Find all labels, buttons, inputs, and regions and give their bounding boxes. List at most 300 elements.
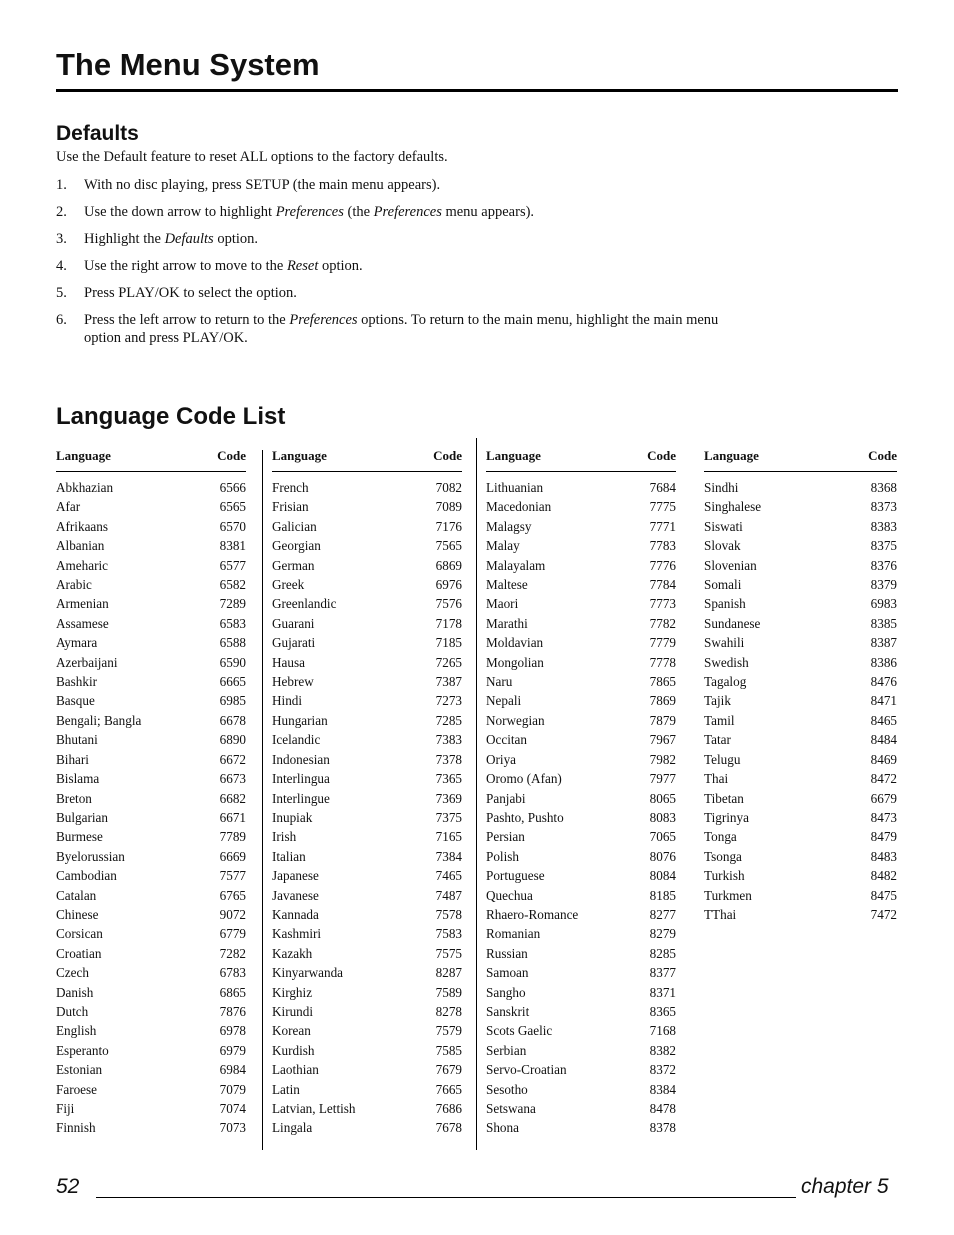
- language-row: [486, 1043, 676, 1062]
- column-header: [56, 448, 246, 465]
- language-name: Romanian: [486, 926, 541, 942]
- language-row: [272, 985, 462, 1004]
- language-row: [56, 655, 246, 674]
- language-code: 9072: [219, 906, 246, 922]
- language-code: 6976: [435, 577, 462, 593]
- language-name: Tonga: [704, 829, 737, 845]
- language-row: [704, 752, 897, 771]
- language-code: 7079: [219, 1081, 246, 1097]
- language-row: [486, 519, 676, 538]
- language-name: Georgian: [272, 538, 321, 554]
- language-name: Marathi: [486, 615, 528, 631]
- step-text: option.: [213, 231, 259, 247]
- language-code: 7782: [649, 615, 676, 631]
- language-row: [486, 791, 676, 810]
- language-code: 7585: [435, 1042, 462, 1058]
- language-code: 8076: [649, 848, 676, 864]
- language-name: Hindi: [272, 693, 303, 709]
- language-code: 7074: [219, 1101, 246, 1116]
- language-row: [272, 538, 462, 557]
- language-name: Samoan: [486, 965, 529, 981]
- defaults-intro: Use the Default feature to reset ALL options to the factory defaults.: [56, 149, 448, 165]
- step-text: With no disc playing, press SETUP (the main menu appears).: [84, 177, 441, 193]
- language-row: [56, 596, 246, 615]
- language-code: 6983: [870, 596, 897, 612]
- language-code: 6679: [870, 790, 897, 806]
- language-row: [56, 946, 246, 965]
- language-row: [56, 635, 246, 654]
- language-name: Sanskrit: [486, 1003, 530, 1019]
- language-code: 7678: [435, 1120, 462, 1136]
- language-row: [272, 829, 462, 848]
- language-row: [272, 693, 462, 712]
- language-code: 6570: [219, 518, 246, 534]
- language-name: Malayalam: [486, 557, 546, 573]
- defaults-step: [56, 176, 756, 194]
- language-row: [704, 480, 897, 499]
- language-code: 6978: [219, 1023, 246, 1039]
- language-code: 8479: [870, 829, 897, 845]
- column-header: [272, 448, 462, 465]
- language-rows: [704, 480, 897, 926]
- step-number: 3.: [56, 231, 67, 247]
- language-name: Malay: [486, 538, 520, 554]
- language-row: [486, 1062, 676, 1081]
- language-row: [486, 810, 676, 829]
- language-name: Polish: [486, 848, 519, 864]
- language-name: Tatar: [704, 732, 731, 748]
- language-code: 6979: [219, 1042, 246, 1058]
- step-text: menu appears).: [441, 204, 535, 220]
- language-row: [272, 616, 462, 635]
- column-header: [704, 448, 897, 465]
- language-row: [704, 538, 897, 557]
- language-code: 6783: [219, 965, 246, 981]
- language-row: [486, 926, 676, 945]
- language-code: 8372: [649, 1062, 676, 1078]
- language-code: 7869: [649, 693, 676, 709]
- language-name: German: [272, 557, 315, 573]
- language-name: Gujarati: [272, 635, 316, 651]
- language-code: 8285: [649, 945, 676, 961]
- language-row: [272, 1120, 462, 1139]
- language-code: 8472: [870, 771, 897, 787]
- language-code: 6582: [219, 577, 246, 593]
- language-code: 6671: [219, 809, 246, 825]
- defaults-step: [56, 284, 756, 302]
- language-row: [704, 693, 897, 712]
- language-name: Tamil: [704, 712, 735, 728]
- language-name: Kirundi: [272, 1003, 314, 1019]
- language-code: 8387: [870, 635, 897, 651]
- language-row: [486, 596, 676, 615]
- header-language: Language: [272, 448, 327, 463]
- language-code: 7789: [219, 829, 246, 845]
- language-name: Catalan: [56, 887, 97, 903]
- language-name: Oriya: [486, 751, 517, 767]
- language-code: 6566: [219, 480, 246, 495]
- language-row: [272, 946, 462, 965]
- defaults-step: [56, 311, 756, 347]
- language-row: [272, 907, 462, 926]
- language-row: [56, 693, 246, 712]
- page-title: The Menu System: [56, 47, 320, 82]
- language-row: [272, 1023, 462, 1042]
- language-row: [272, 1062, 462, 1081]
- language-name: Breton: [56, 790, 92, 806]
- language-name: Bengali; Bangla: [56, 712, 142, 728]
- language-code: 8065: [649, 790, 676, 806]
- language-name: Lingala: [272, 1120, 313, 1136]
- language-row: [272, 1043, 462, 1062]
- language-name: Afar: [56, 499, 81, 515]
- language-name: Scots Gaelic: [486, 1023, 553, 1039]
- language-row: [56, 965, 246, 984]
- language-row: [272, 655, 462, 674]
- language-name: Danish: [56, 984, 94, 1000]
- language-code: 8475: [870, 887, 897, 903]
- language-row: [56, 849, 246, 868]
- language-code: 7876: [219, 1003, 246, 1019]
- title-rule: [56, 89, 898, 92]
- language-name: TThai: [704, 906, 737, 922]
- language-code: 8476: [870, 674, 897, 690]
- language-row: [486, 480, 676, 499]
- language-name: Hebrew: [272, 674, 314, 690]
- language-row: [486, 1101, 676, 1120]
- language-code: 7472: [870, 906, 897, 922]
- language-row: [486, 771, 676, 790]
- language-code: 7879: [649, 712, 676, 728]
- language-code: 7773: [649, 596, 676, 612]
- language-code: 8478: [649, 1101, 676, 1116]
- language-code: 8484: [870, 732, 897, 748]
- language-row: [704, 596, 897, 615]
- language-name: Maltese: [486, 577, 528, 593]
- language-code: 8379: [870, 577, 897, 593]
- language-row: [272, 771, 462, 790]
- language-row: [272, 713, 462, 732]
- language-code: 8386: [870, 654, 897, 670]
- language-code: 7967: [649, 732, 676, 748]
- language-code: 7679: [435, 1062, 462, 1078]
- language-code: 6682: [219, 790, 246, 806]
- language-code: 7575: [435, 945, 462, 961]
- step-number: 4.: [56, 258, 67, 274]
- language-code: 8376: [870, 557, 897, 573]
- language-row: [486, 577, 676, 596]
- language-code: 7665: [435, 1081, 462, 1097]
- language-name: Naru: [486, 674, 513, 690]
- language-name: Hungarian: [272, 712, 328, 728]
- language-code: 8084: [649, 868, 676, 884]
- language-name: Spanish: [704, 596, 746, 612]
- language-row: [272, 1082, 462, 1101]
- language-row: [704, 577, 897, 596]
- language-name: Kazakh: [272, 945, 313, 961]
- language-row: [56, 480, 246, 499]
- language-row: [56, 771, 246, 790]
- language-row: [56, 577, 246, 596]
- language-code: 8482: [870, 868, 897, 884]
- language-row: [486, 1004, 676, 1023]
- language-code: 7273: [435, 693, 462, 709]
- language-code: 7577: [219, 868, 246, 884]
- step-text: Use the right arrow to move to the: [84, 258, 287, 274]
- language-code: 8469: [870, 751, 897, 767]
- language-name: Icelandic: [272, 732, 321, 748]
- language-code: 7265: [435, 654, 462, 670]
- language-row: [56, 926, 246, 945]
- language-name: Dutch: [56, 1003, 89, 1019]
- language-row: [704, 791, 897, 810]
- language-name: Corsican: [56, 926, 103, 942]
- language-row: [272, 888, 462, 907]
- language-code: 7778: [649, 654, 676, 670]
- language-name: Afrikaans: [56, 518, 108, 534]
- language-row: [704, 907, 897, 926]
- language-row: [704, 674, 897, 693]
- language-name: Maori: [486, 596, 519, 612]
- language-code: 8385: [870, 615, 897, 631]
- step-emphasis: Preferences: [289, 312, 358, 328]
- language-name: Assamese: [56, 615, 109, 631]
- language-name: Croatian: [56, 945, 102, 961]
- language-row: [272, 577, 462, 596]
- language-name: Frisian: [272, 499, 309, 515]
- language-name: Bulgarian: [56, 809, 109, 825]
- language-name: Servo-Croatian: [486, 1062, 567, 1078]
- language-code: 8465: [870, 712, 897, 728]
- language-name: Mongolian: [486, 654, 544, 670]
- language-name: Sangho: [486, 984, 526, 1000]
- language-name: Greenlandic: [272, 596, 337, 612]
- language-row: [704, 732, 897, 751]
- language-row: [704, 616, 897, 635]
- column-divider: [262, 450, 263, 1150]
- language-code: 8377: [649, 965, 676, 981]
- language-code: 7282: [219, 945, 246, 961]
- language-row: [486, 752, 676, 771]
- language-name: Macedonian: [486, 499, 552, 515]
- language-row: [486, 655, 676, 674]
- language-row: [486, 499, 676, 518]
- language-row: [272, 596, 462, 615]
- language-name: Guarani: [272, 615, 315, 631]
- step-text: Press PLAY/OK to select the option.: [84, 285, 297, 301]
- language-code: 7185: [435, 635, 462, 651]
- language-code: 7369: [435, 790, 462, 806]
- language-code: 6865: [219, 984, 246, 1000]
- language-name: Lithuanian: [486, 480, 544, 495]
- language-row: [486, 538, 676, 557]
- language-code: 8375: [870, 538, 897, 554]
- column-divider: [476, 438, 477, 1150]
- language-row: [486, 888, 676, 907]
- language-name: Armenian: [56, 596, 109, 612]
- language-row: [486, 965, 676, 984]
- language-row: [272, 1004, 462, 1023]
- column-header: [486, 448, 676, 465]
- language-name: Latvian, Lettish: [272, 1101, 356, 1116]
- language-row: [486, 985, 676, 1004]
- step-text: (the: [343, 204, 374, 220]
- language-column-3: [486, 448, 676, 1136]
- language-code: 7178: [435, 615, 462, 631]
- language-code: 8371: [649, 984, 676, 1000]
- language-code: 7089: [435, 499, 462, 515]
- language-row: [486, 616, 676, 635]
- column-header-rule: [56, 471, 246, 472]
- language-code: 7776: [649, 557, 676, 573]
- defaults-steps: [56, 176, 756, 356]
- language-name: Japanese: [272, 868, 319, 884]
- language-row: [486, 713, 676, 732]
- header-code: Code: [217, 448, 246, 463]
- language-row: [272, 480, 462, 499]
- language-name: Nepali: [486, 693, 522, 709]
- step-emphasis: Preferences: [373, 204, 442, 220]
- chapter-label: chapter 5: [801, 1175, 889, 1198]
- language-name: Hausa: [272, 654, 305, 670]
- header-code: Code: [433, 448, 462, 463]
- language-row: [704, 810, 897, 829]
- language-name: Swedish: [704, 654, 749, 670]
- language-row: [704, 849, 897, 868]
- language-row: [56, 674, 246, 693]
- language-row: [704, 558, 897, 577]
- defaults-step: [56, 230, 756, 248]
- language-name: Telugu: [704, 751, 741, 767]
- language-row: [56, 558, 246, 577]
- language-rows: [486, 480, 676, 1140]
- language-row: [56, 1004, 246, 1023]
- language-row: [272, 674, 462, 693]
- language-code: 7383: [435, 732, 462, 748]
- language-row: [704, 713, 897, 732]
- language-row: [56, 829, 246, 848]
- language-row: [272, 791, 462, 810]
- step-text: Press the left arrow to return to the: [84, 312, 290, 328]
- language-row: [56, 888, 246, 907]
- language-name: Quechua: [486, 887, 533, 903]
- language-row: [56, 810, 246, 829]
- language-name: Cambodian: [56, 868, 117, 884]
- language-row: [272, 810, 462, 829]
- language-row: [56, 791, 246, 810]
- language-name: Panjabi: [486, 790, 526, 806]
- language-name: Tigrinya: [704, 809, 749, 825]
- language-row: [56, 907, 246, 926]
- language-name: Tibetan: [704, 790, 744, 806]
- language-name: Bashkir: [56, 674, 98, 690]
- language-name: Kannada: [272, 906, 319, 922]
- language-row: [704, 868, 897, 887]
- language-row: [56, 868, 246, 887]
- header-language: Language: [704, 448, 759, 463]
- language-name: Pashto, Pushto: [486, 809, 564, 825]
- language-name: Bhutani: [56, 732, 98, 748]
- language-code: 8287: [435, 965, 462, 981]
- language-code: 6588: [219, 635, 246, 651]
- language-rows: [272, 480, 462, 1140]
- language-name: Siswati: [704, 518, 743, 534]
- language-code: 8278: [435, 1003, 462, 1019]
- language-name: Tsonga: [704, 848, 742, 864]
- language-name: Laothian: [272, 1062, 319, 1078]
- language-code: 7384: [435, 848, 462, 864]
- language-code: 7378: [435, 751, 462, 767]
- language-code: 8384: [649, 1081, 676, 1097]
- language-code: 6672: [219, 751, 246, 767]
- language-code: 8381: [219, 538, 246, 554]
- footer-rule: [96, 1197, 796, 1198]
- language-code: 8277: [649, 906, 676, 922]
- language-row: [704, 888, 897, 907]
- language-column-2: [272, 448, 462, 1136]
- language-code: 8382: [649, 1042, 676, 1058]
- language-code: 6890: [219, 732, 246, 748]
- language-code: 6779: [219, 926, 246, 942]
- language-name: Rhaero-Romance: [486, 906, 579, 922]
- language-code: 6985: [219, 693, 246, 709]
- language-code: 7289: [219, 596, 246, 612]
- language-row: [272, 499, 462, 518]
- language-name: Chinese: [56, 906, 99, 922]
- language-code: 7487: [435, 887, 462, 903]
- language-code: 6869: [435, 557, 462, 573]
- language-name: Oromo (Afan): [486, 771, 562, 787]
- header-language: Language: [56, 448, 111, 463]
- language-name: Interlingue: [272, 790, 330, 806]
- language-name: Kashmiri: [272, 926, 322, 942]
- language-name: Korean: [272, 1023, 311, 1039]
- language-name: Faroese: [56, 1081, 98, 1097]
- step-number: 2.: [56, 204, 67, 220]
- language-row: [704, 635, 897, 654]
- language-name: English: [56, 1023, 97, 1039]
- language-code: 7176: [435, 518, 462, 534]
- language-name: Galician: [272, 518, 317, 534]
- header-code: Code: [868, 448, 897, 463]
- language-code: 7565: [435, 538, 462, 554]
- language-name: Sindhi: [704, 480, 739, 495]
- language-name: Singhalese: [704, 499, 762, 515]
- language-code: 7771: [649, 518, 676, 534]
- language-name: Aymara: [56, 635, 98, 651]
- language-code: 7977: [649, 771, 676, 787]
- language-row: [272, 558, 462, 577]
- language-code: 6669: [219, 848, 246, 864]
- language-row: [56, 616, 246, 635]
- language-name: Albanian: [56, 538, 105, 554]
- language-name: Burmese: [56, 829, 103, 845]
- language-name: Tagalog: [704, 674, 747, 690]
- language-code: 7579: [435, 1023, 462, 1039]
- language-code: 7387: [435, 674, 462, 690]
- step-text: options. To return to the main menu, highlight the main menu option and press PLAY/OK.: [84, 312, 719, 346]
- language-name: Inupiak: [272, 809, 313, 825]
- language-code: 7686: [435, 1101, 462, 1116]
- language-name: Shona: [486, 1120, 519, 1136]
- language-code: 6565: [219, 499, 246, 515]
- language-code: 6590: [219, 654, 246, 670]
- language-row: [56, 713, 246, 732]
- language-code: 7779: [649, 635, 676, 651]
- language-code: 6678: [219, 712, 246, 728]
- language-code: 8279: [649, 926, 676, 942]
- step-number: 6.: [56, 312, 67, 328]
